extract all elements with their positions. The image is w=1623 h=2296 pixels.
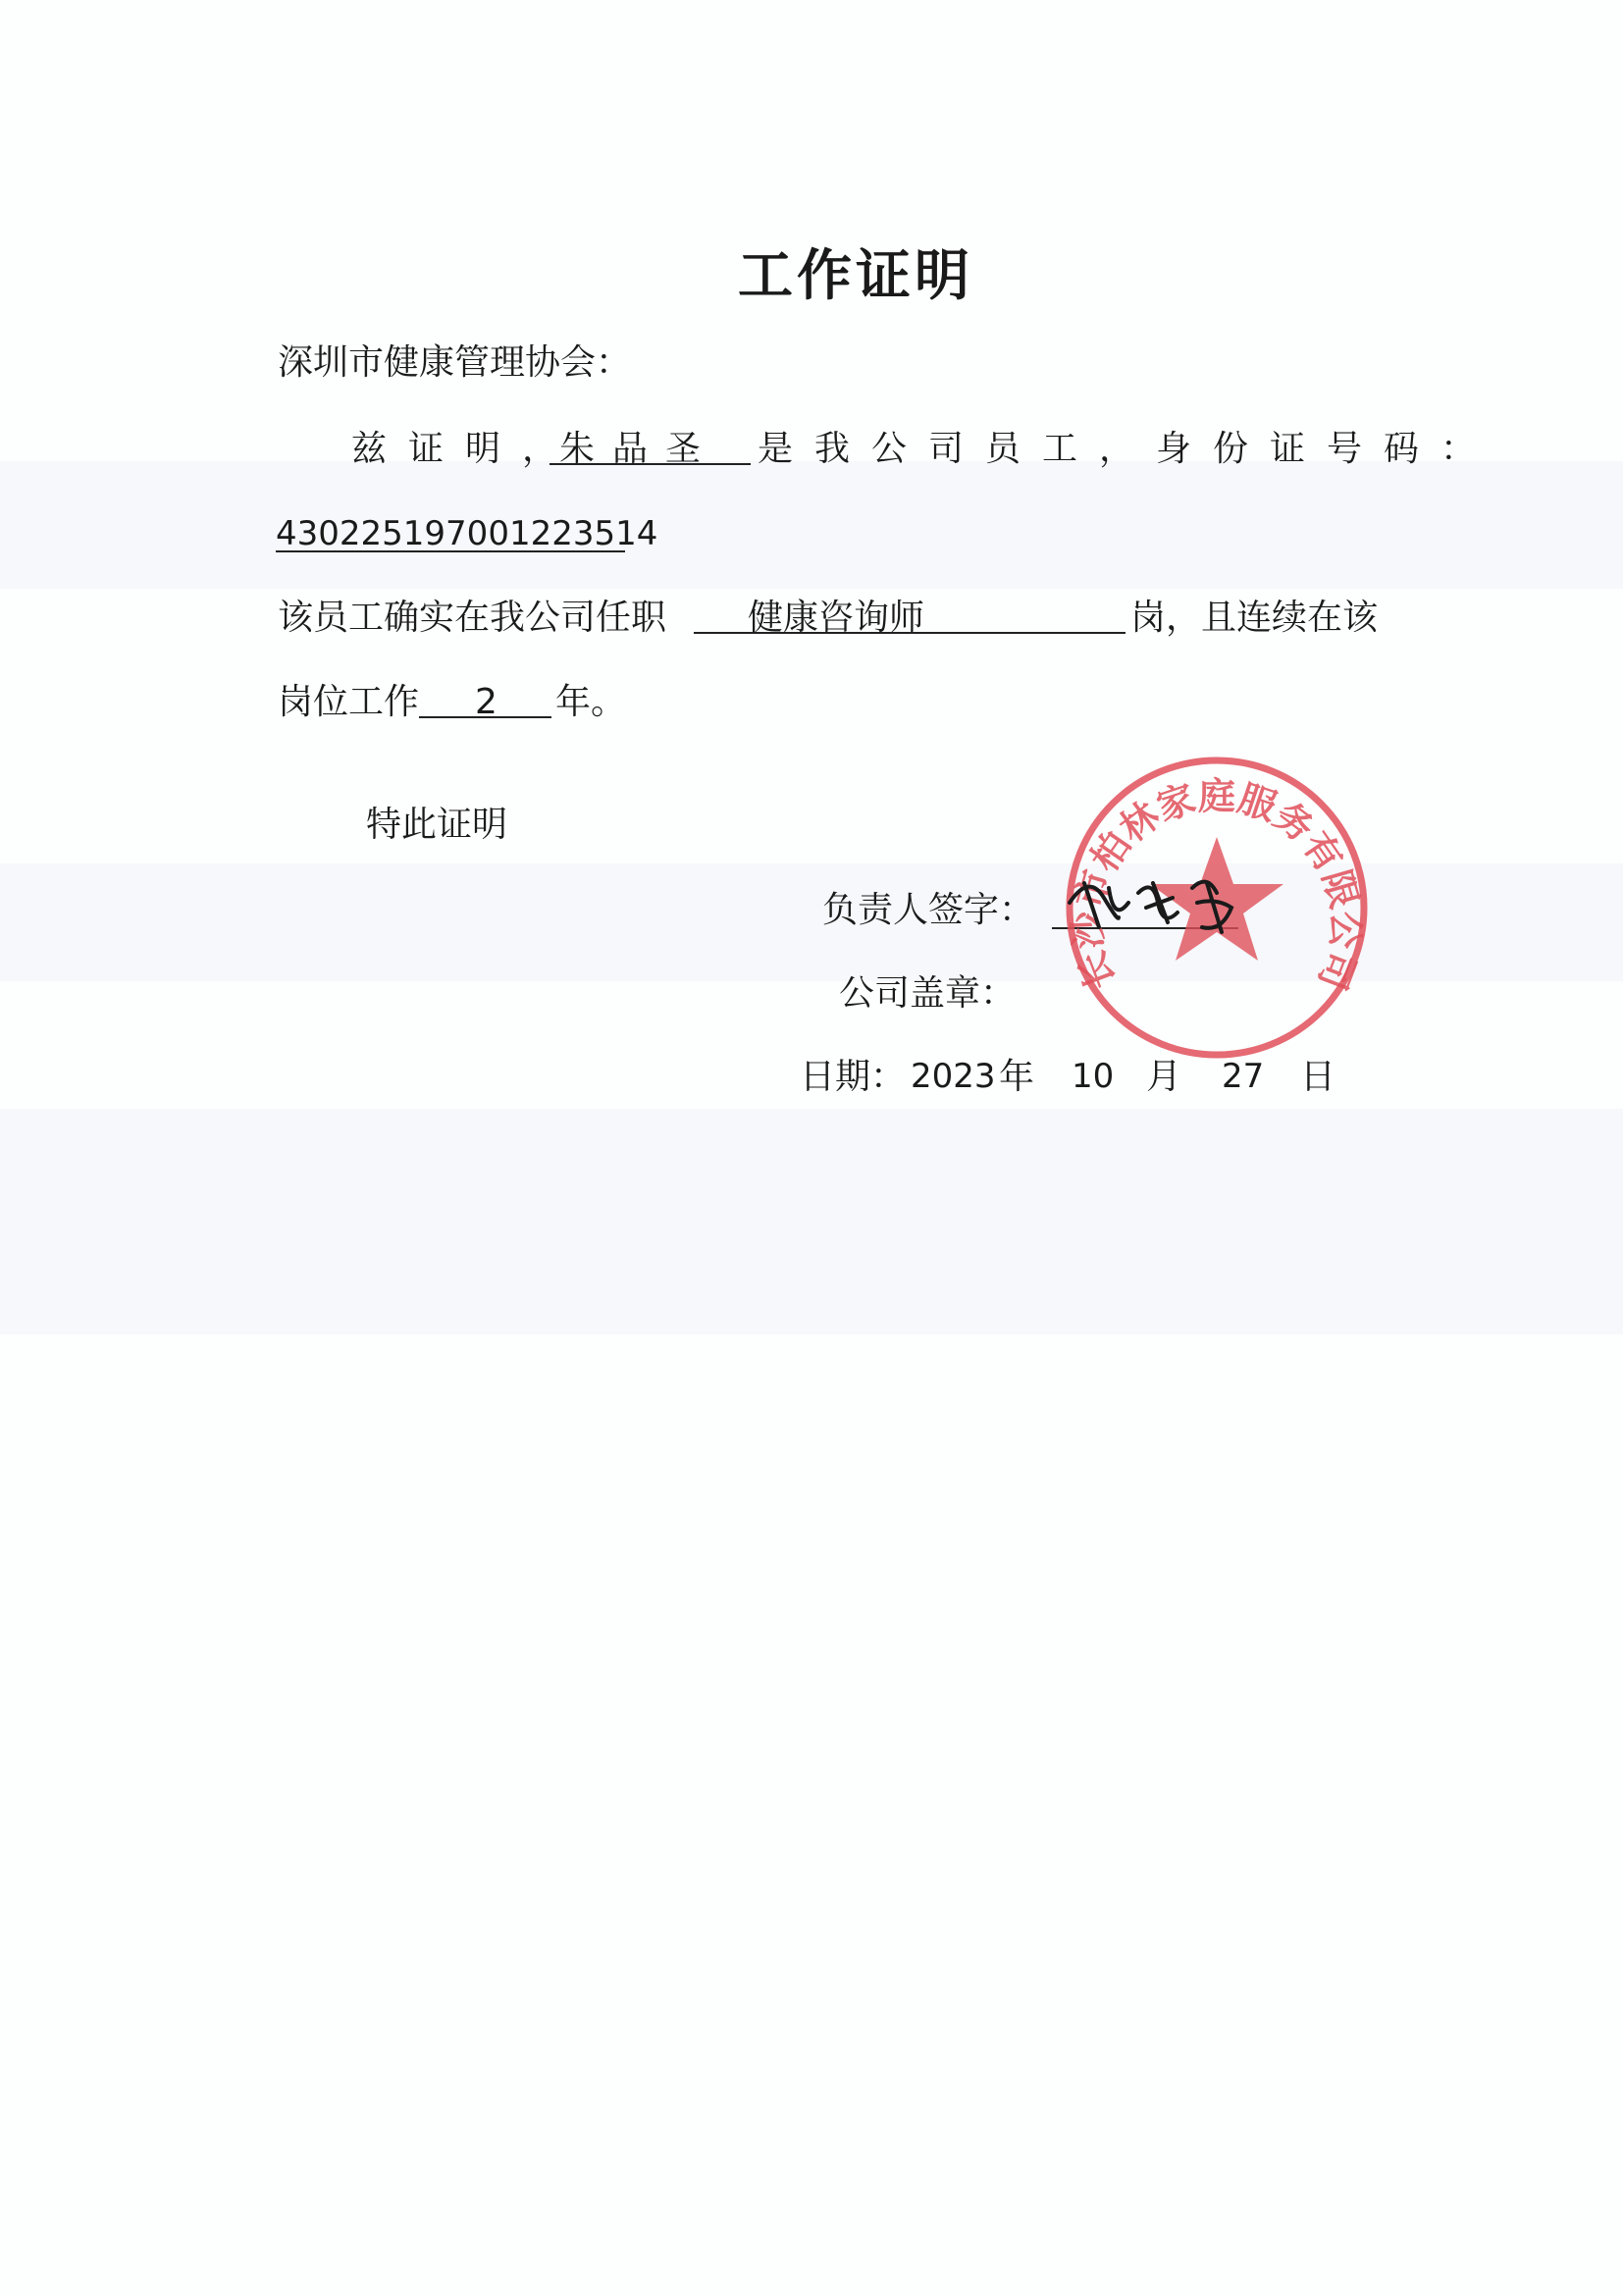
signature-label: 负责人签字：: [822, 890, 1035, 930]
certify-middle: 是我公司员工，身份证号码：: [758, 429, 1498, 469]
date-year: 2023: [911, 1057, 996, 1096]
seal-text: 长沙市柏林家庭服务有限公司: [1065, 773, 1369, 997]
date-day-unit: 日: [1300, 1057, 1336, 1097]
position-suffix: 岗，且连续在该: [1130, 598, 1379, 638]
job-position: 健康咨询师: [748, 598, 925, 638]
handwritten-signature: [1060, 863, 1256, 942]
certify-prefix: 兹证明，: [351, 429, 580, 469]
date-year-unit: 年: [999, 1057, 1035, 1097]
seal-label: 公司盖章：: [839, 973, 1017, 1014]
document-title: 工作证明: [738, 243, 973, 308]
scan-artifact-band: [0, 1109, 1623, 1334]
date-label: 日期：: [800, 1057, 907, 1097]
date-day: 27: [1222, 1057, 1265, 1096]
position-prefix: 该员工确实在我公司任职: [278, 598, 667, 638]
years-prefix: 岗位工作: [278, 682, 420, 722]
years-count: 2: [475, 682, 497, 722]
closing-text: 特此证明: [366, 805, 508, 845]
addressee: 深圳市健康管理协会：: [278, 342, 632, 383]
date-month-unit: 月: [1146, 1057, 1182, 1097]
date-month: 10: [1072, 1057, 1115, 1096]
id-underline: [276, 550, 625, 552]
scan-artifact-band: [0, 863, 1623, 981]
employee-name: 朱品圣: [559, 429, 719, 469]
years-suffix: 年。: [555, 682, 627, 722]
id-number: 430225197001223514: [276, 514, 658, 553]
scan-artifact-band: [0, 461, 1623, 589]
